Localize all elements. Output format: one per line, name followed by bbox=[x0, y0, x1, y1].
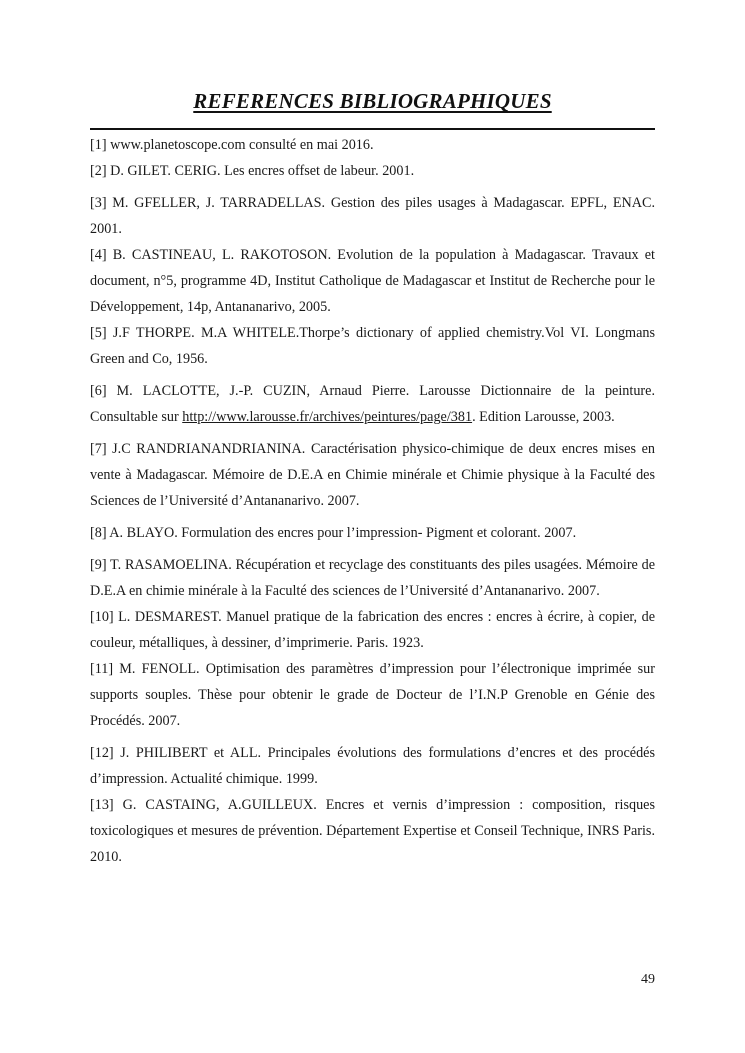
reference-11: [11] M. FENOLL. Optimisation des paramètres d’impression pour l’électronique imprimée sur supports souples. Thèse pour obtenir le grade de Docteur de l’I.N.P Grenoble en Génie des Procédés. 2007. bbox=[90, 661, 655, 729]
reference-6-text-end: . Edition Larousse, 2003. bbox=[472, 409, 615, 425]
reference-6 bbox=[90, 378, 655, 430]
reference-8: [8] A. BLAYO. Formulation des encres pour l’impression- Pigment et colorant. 2007. bbox=[90, 525, 577, 541]
reference-3: [3] M. GFELLER, J. TARRADELLAS. Gestion des piles usages à Madagascar. EPFL, ENAC. 2001. bbox=[90, 195, 655, 237]
reference-2: [2] D. GILET. CERIG. Les encres offset de labeur. 2001. bbox=[90, 163, 415, 179]
reference-6-link[interactable]: http://www.larousse.fr/archives/peintures/page/381 bbox=[182, 409, 473, 425]
reference-1: [1] www.planetoscope.com consulté en mai 2016. bbox=[90, 137, 374, 153]
reference-6-text: [6] M. LACLOTTE, J.-P. CUZIN, Arnaud Pierre. Larousse Dictionnaire de la peinture. Consultable sur bbox=[90, 383, 655, 425]
reference-10: [10] L. DESMAREST. Manuel pratique de la fabrication des encres : encres à écrire, à copier, de couleur, métalliques, à dessiner, d’imprimerie. Paris. 1923. bbox=[90, 609, 655, 651]
reference-13: [13] G. CASTAING, A.GUILLEUX. Encres et vernis d’impression : composition, risques toxicologiques et mesures de prévention. Département Expertise et Conseil Technique, INRS Paris. 2010. bbox=[90, 797, 655, 865]
reference-list bbox=[90, 132, 655, 870]
page-title: REFERENCES BIBLIOGRAPHIQUES bbox=[193, 89, 552, 113]
reference-4: [4] B. CASTINEAU, L. RAKOTOSON. Evolution de la population à Madagascar. Travaux et document, n°5, programme 4D, Institut Catholique de Madagascar et Institut de Recherche pour le Développement, 14p, Antananarivo, 2005. bbox=[90, 247, 655, 315]
reference-5: [5] J.F THORPE. M.A WHITELE.Thorpe’s dictionary of applied chemistry.Vol VI. Longmans Green and Co, 1956. bbox=[90, 325, 655, 367]
reference-12: [12] J. PHILIBERT et ALL. Principales évolutions des formulations d’encres et des procédés d’impression. Actualité chimique. 1999. bbox=[90, 745, 655, 787]
page-number: 49 bbox=[641, 972, 655, 987]
reference-7: [7] J.C RANDRIANANDRIANINA. Caractérisation physico-chimique de deux encres mises en vente à Madagascar. Mémoire de D.E.A en Chimie minérale et Chimie physique à la Faculté des Sciences de l’Université d’Antananarivo. 2007. bbox=[90, 441, 655, 509]
title-divider bbox=[90, 128, 655, 130]
reference-9: [9] T. RASAMOELINA. Récupération et recyclage des constituants des piles usagées. Mémoire de D.E.A en chimie minérale à la Faculté des sciences de l’Université d’Antananarivo. 2007. bbox=[90, 557, 655, 599]
